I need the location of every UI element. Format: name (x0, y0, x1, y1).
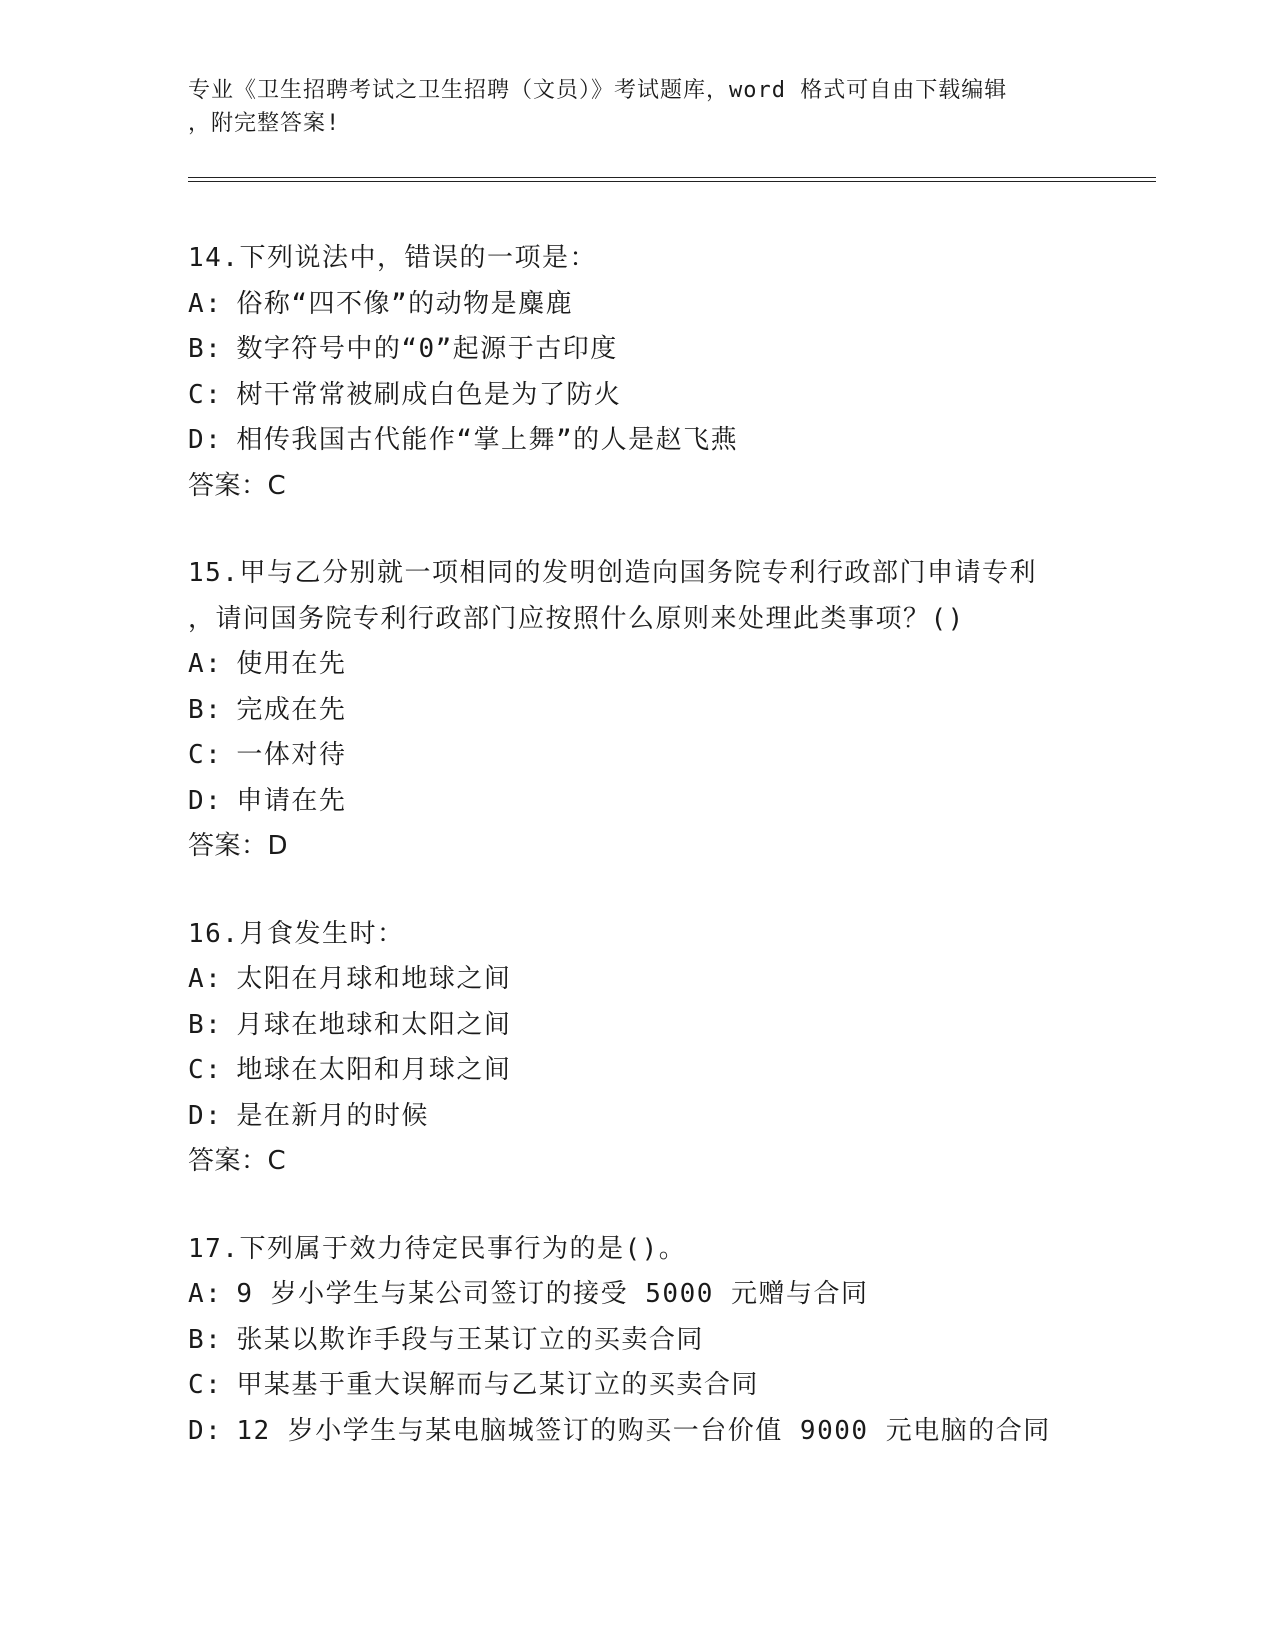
option-text: 一体对待 (236, 740, 347, 770)
answer-text: 答案：C (188, 470, 287, 501)
option-b (188, 327, 1188, 373)
question-14 (188, 236, 1188, 509)
option-text: 申请在先 (236, 785, 347, 816)
option-letter: D: (188, 1100, 223, 1131)
option-letter: C: (188, 1370, 223, 1400)
document-header (188, 74, 1088, 140)
answer-text: 答案：D (188, 831, 289, 861)
option-a (188, 1272, 1188, 1318)
option-letter: C: (188, 740, 223, 770)
option-letter: D: (188, 425, 223, 455)
option-text: 甲某基于重大误解而与乙某订立的买卖合同 (236, 1370, 759, 1400)
option-text: 月球在地球和太阳之间 (236, 1009, 512, 1040)
option-b (188, 1003, 1188, 1049)
option-d (188, 1094, 1188, 1140)
question-text: 17.下列属于效力待定民事行为的是()。 (188, 1233, 687, 1264)
option-text: 地球在太阳和月球之间 (236, 1055, 512, 1085)
question-16 (188, 912, 1188, 1185)
option-letter: A: (188, 288, 223, 319)
question-text: 14.下列说法中，错误的一项是： (188, 243, 597, 273)
option-c (188, 373, 1188, 419)
option-letter: A: (188, 964, 223, 994)
option-text: 12 岁小学生与某电脑城签订的购买一台价值 9000 元电脑的合同 (236, 1415, 1051, 1446)
option-letter: B: (188, 694, 223, 725)
option-letter: A: (188, 649, 223, 679)
question-15 (188, 551, 1188, 870)
question-text-continued: ，请问国务院专利行政部门应按照什么原则来处理此类事项？() (188, 603, 965, 634)
option-text: 俗称“四不像”的动物是麋鹿 (236, 288, 574, 319)
option-letter: B: (188, 334, 223, 364)
option-letter: C: (188, 379, 223, 410)
option-b (188, 688, 1188, 734)
option-b (188, 1318, 1188, 1364)
option-text: 张某以欺诈手段与王某订立的买卖合同 (236, 1324, 704, 1355)
option-letter: D: (188, 1415, 223, 1446)
option-text: 太阳在月球和地球之间 (236, 964, 512, 994)
option-a (188, 282, 1188, 328)
option-a (188, 642, 1188, 688)
option-text: 使用在先 (236, 649, 347, 679)
header-rule-bottom (188, 181, 1156, 182)
header-line-2: ，附完整答案! (188, 111, 341, 136)
option-text: 是在新月的时候 (236, 1100, 429, 1131)
option-a (188, 957, 1188, 1003)
option-letter: B: (188, 1324, 223, 1355)
option-letter: D: (188, 785, 223, 816)
option-d (188, 1409, 1188, 1455)
question-text: 16.月食发生时： (188, 918, 405, 949)
option-text: 完成在先 (236, 694, 347, 725)
question-17 (188, 1227, 1188, 1455)
answer-text: 答案：C (188, 1146, 287, 1176)
header-line-1: 专业《卫生招聘考试之卫生招聘（文员）》考试题库，word 格式可自由下载编辑 (188, 78, 1008, 103)
option-letter: A: (188, 1279, 223, 1309)
option-text: 9 岁小学生与某公司签订的接受 5000 元赠与合同 (236, 1279, 869, 1309)
header-rule-top (188, 177, 1156, 178)
option-c (188, 1363, 1188, 1409)
option-c (188, 733, 1188, 779)
question-text: 15.甲与乙分别就一项相同的发明创造向国务院专利行政部门申请专利 (188, 558, 1037, 588)
option-text: 数字符号中的“0”起源于古印度 (236, 334, 618, 364)
option-letter: B: (188, 1009, 223, 1040)
option-text: 相传我国古代能作“掌上舞”的人是赵飞燕 (236, 425, 739, 455)
question-list (188, 236, 1188, 1496)
option-text: 树干常常被刷成白色是为了防火 (236, 379, 622, 410)
option-d (188, 418, 1188, 464)
option-letter: C: (188, 1055, 223, 1085)
option-d (188, 779, 1188, 825)
option-c (188, 1048, 1188, 1094)
